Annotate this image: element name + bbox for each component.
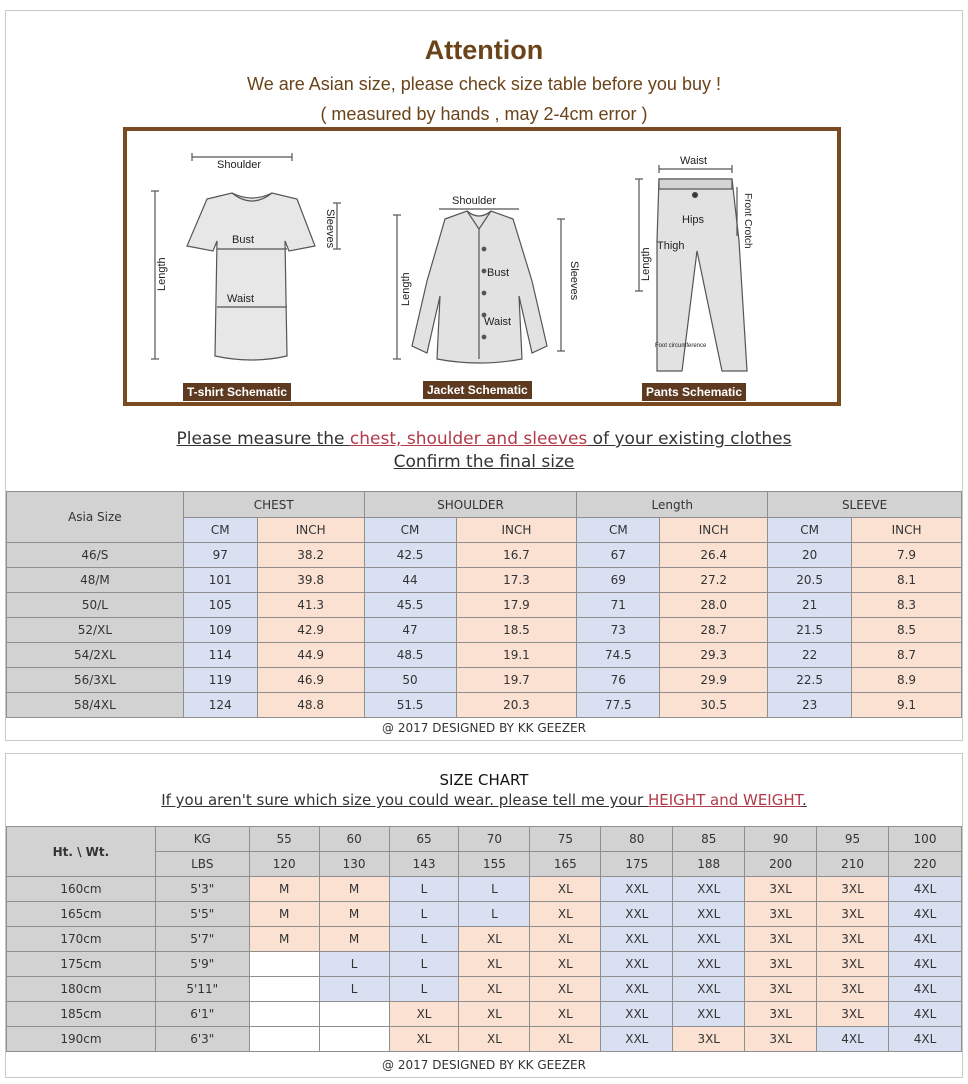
size-recommendation-cell: XXL (601, 877, 673, 902)
size-recommendation-cell: XL (530, 977, 601, 1002)
unit-cm: CM (768, 518, 852, 543)
size-recommendation-cell: 3XL (817, 927, 889, 952)
size-chart-subtitle (6, 791, 962, 809)
measurement-cell: 29.3 (660, 643, 768, 668)
measurement-cell: 28.0 (660, 593, 768, 618)
size-recommendation-cell: XXL (673, 927, 745, 952)
measurement-cell: 9.1 (852, 693, 962, 718)
kg-value: 85 (673, 827, 745, 852)
size-chart-row (7, 1002, 962, 1027)
measurement-cell: 48.5 (364, 643, 456, 668)
size-recommendation-cell: 3XL (817, 902, 889, 927)
pants-waist-label: Waist (680, 155, 708, 167)
asia-size-header: Asia Size (7, 492, 184, 543)
size-recommendation-cell: XXL (601, 952, 673, 977)
size-recommendation-cell: 3XL (745, 877, 817, 902)
size-label-cell: 56/3XL (7, 668, 184, 693)
measurement-cell: 105 (183, 593, 257, 618)
measurement-cell: 44.9 (257, 643, 364, 668)
jacket-bust-label: Bust (487, 267, 510, 279)
measurement-cell: 8.9 (852, 668, 962, 693)
jacket-waist-label: Waist (484, 316, 512, 328)
size-recommendation-cell: L (319, 952, 389, 977)
size-recommendation-cell: 3XL (817, 952, 889, 977)
size-table-row (7, 543, 962, 568)
measurement-cell: 16.7 (456, 543, 577, 568)
height-ft-cell: 5'3" (155, 877, 249, 902)
size-table-row (7, 693, 962, 718)
size-recommendation-cell: L (389, 927, 459, 952)
size-label-cell: 46/S (7, 543, 184, 568)
size-recommendation-cell: XL (459, 1002, 530, 1027)
measurement-cell: 50 (364, 668, 456, 693)
measurement-cell: 21.5 (768, 618, 852, 643)
size-recommendation-cell (319, 1002, 389, 1027)
kg-value: 90 (745, 827, 817, 852)
size-info-panel (5, 10, 963, 741)
size-label-cell: 58/4XL (7, 693, 184, 718)
size-recommendation-cell: XL (389, 1002, 459, 1027)
size-recommendation-cell: XXL (601, 1027, 673, 1052)
measurement-cell: 119 (183, 668, 257, 693)
size-recommendation-cell: XL (459, 1027, 530, 1052)
size-recommendation-cell: 4XL (889, 927, 962, 952)
size-recommendation-cell: 4XL (817, 1027, 889, 1052)
height-cm-cell: 190cm (7, 1027, 156, 1052)
size-recommendation-cell (249, 1027, 319, 1052)
height-ft-cell: 6'1" (155, 1002, 249, 1027)
size-recommendation-cell: 4XL (889, 1002, 962, 1027)
unit-cm: CM (183, 518, 257, 543)
pants-hips-label: Hips (682, 214, 705, 226)
schematics-illustration (127, 131, 837, 402)
measurement-cell: 42.5 (364, 543, 456, 568)
measurement-cell: 7.9 (852, 543, 962, 568)
size-recommendation-cell: L (319, 977, 389, 1002)
size-chart-sub-text: If you aren't sure which size you could wear. please tell me your (161, 791, 648, 809)
size-recommendation-cell: 4XL (889, 877, 962, 902)
size-recommendation-cell: L (389, 877, 459, 902)
lbs-value: 155 (459, 852, 530, 877)
measurement-cell: 19.7 (456, 668, 577, 693)
size-recommendation-cell: M (249, 877, 319, 902)
size-recommendation-cell: M (249, 927, 319, 952)
measurement-cell: 114 (183, 643, 257, 668)
kg-value: 80 (601, 827, 673, 852)
size-recommendation-cell: 3XL (745, 1002, 817, 1027)
unit-inch: INCH (852, 518, 962, 543)
size-recommendation-cell: XL (530, 877, 601, 902)
height-cm-cell: 185cm (7, 1002, 156, 1027)
size-recommendation-cell: 4XL (889, 977, 962, 1002)
measurement-cell: 109 (183, 618, 257, 643)
size-table-row (7, 568, 962, 593)
size-recommendation-cell: XL (530, 902, 601, 927)
size-recommendation-cell: XXL (601, 1002, 673, 1027)
size-chart-table (6, 826, 962, 1052)
shoulder-header: SHOULDER (364, 492, 577, 518)
measurement-cell: 17.9 (456, 593, 577, 618)
chest-header: CHEST (183, 492, 364, 518)
height-ft-cell: 5'11" (155, 977, 249, 1002)
size-table-body (7, 543, 962, 718)
tshirt-shoulder-label: Shoulder (217, 159, 262, 171)
size-recommendation-cell: XXL (601, 902, 673, 927)
measurement-cell: 76 (577, 668, 660, 693)
kg-value: 100 (889, 827, 962, 852)
unit-inch: INCH (257, 518, 364, 543)
asian-size-notice: We are Asian size, please check size table before you buy ! (247, 74, 721, 94)
size-recommendation-cell (249, 952, 319, 977)
kg-value: 75 (530, 827, 601, 852)
size-recommendation-cell: XL (530, 1002, 601, 1027)
measurement-cell: 22 (768, 643, 852, 668)
size-recommendation-cell: XL (459, 952, 530, 977)
measurement-cell: 97 (183, 543, 257, 568)
measurement-cell: 19.1 (456, 643, 577, 668)
length-header: Length (577, 492, 768, 518)
size-recommendation-cell: XXL (673, 877, 745, 902)
height-ft-cell: 6'3" (155, 1027, 249, 1052)
height-cm-cell: 165cm (7, 902, 156, 927)
size-label-cell: 52/XL (7, 618, 184, 643)
lbs-value: 130 (319, 852, 389, 877)
measurement-cell: 8.3 (852, 593, 962, 618)
measurement-cell: 71 (577, 593, 660, 618)
size-chart-row (7, 927, 962, 952)
measurement-cell: 18.5 (456, 618, 577, 643)
size-recommendation-cell: 4XL (889, 1027, 962, 1052)
size-recommendation-cell: 3XL (745, 1027, 817, 1052)
measurement-cell: 41.3 (257, 593, 364, 618)
size-recommendation-cell: M (319, 902, 389, 927)
kg-value: 95 (817, 827, 889, 852)
measurement-cell: 77.5 (577, 693, 660, 718)
size-label-cell: 54/2XL (7, 643, 184, 668)
size-recommendation-cell (249, 977, 319, 1002)
measurement-cell: 20.5 (768, 568, 852, 593)
size-table-footer: @ 2017 DESIGNED BY KK GEEZER (382, 721, 586, 735)
measurement-cell: 39.8 (257, 568, 364, 593)
measurement-cell: 23 (768, 693, 852, 718)
schematics-box (123, 127, 841, 406)
measurement-cell: 45.5 (364, 593, 456, 618)
measurement-cell: 124 (183, 693, 257, 718)
unit-cm: CM (364, 518, 456, 543)
sleeve-header: SLEEVE (768, 492, 962, 518)
measure-text-highlight: chest, shoulder and sleeves (349, 429, 588, 449)
measurement-cell: 28.7 (660, 618, 768, 643)
tshirt-waist-label: Waist (227, 293, 255, 305)
measurement-cell: 8.7 (852, 643, 962, 668)
measurement-cell: 67 (577, 543, 660, 568)
measurement-cell: 21 (768, 593, 852, 618)
size-chart-row (7, 902, 962, 927)
unit-inch: INCH (660, 518, 768, 543)
unit-inch: INCH (456, 518, 577, 543)
measurement-cell: 26.4 (660, 543, 768, 568)
size-table-row (7, 643, 962, 668)
size-recommendation-cell: L (459, 877, 530, 902)
measurement-cell: 73 (577, 618, 660, 643)
jacket-shoulder-label: Shoulder (452, 195, 497, 207)
height-cm-cell: 170cm (7, 927, 156, 952)
measurement-cell: 46.9 (257, 668, 364, 693)
height-ft-cell: 5'7" (155, 927, 249, 952)
size-recommendation-cell: M (249, 902, 319, 927)
measurement-cell: 51.5 (364, 693, 456, 718)
size-chart-row (7, 877, 962, 902)
kg-label: KG (155, 827, 249, 852)
tshirt-drawing (151, 153, 341, 360)
lbs-value: 120 (249, 852, 319, 877)
size-recommendation-cell: 3XL (745, 902, 817, 927)
size-recommendation-cell: L (459, 902, 530, 927)
size-recommendation-cell: XXL (673, 977, 745, 1002)
measure-instruction (6, 429, 962, 449)
lbs-value: 188 (673, 852, 745, 877)
size-recommendation-cell: L (389, 977, 459, 1002)
size-recommendation-cell: XXL (673, 902, 745, 927)
height-ft-cell: 5'9" (155, 952, 249, 977)
size-recommendation-cell: 3XL (745, 927, 817, 952)
tshirt-sleeves-label: Sleeves (324, 209, 336, 249)
size-recommendation-cell: XL (459, 977, 530, 1002)
size-recommendation-cell: XXL (673, 1002, 745, 1027)
measurement-cell: 8.5 (852, 618, 962, 643)
measure-text-1: Please measure the (176, 429, 350, 449)
size-chart-footer: @ 2017 DESIGNED BY KK GEEZER (382, 1058, 586, 1072)
jacket-length-label: Length (400, 272, 412, 306)
measurement-cell: 48.8 (257, 693, 364, 718)
lbs-value: 220 (889, 852, 962, 877)
size-recommendation-cell: 4XL (889, 952, 962, 977)
kg-value: 70 (459, 827, 530, 852)
size-table-group-header (7, 492, 962, 518)
lbs-label: LBS (155, 852, 249, 877)
size-table (6, 491, 962, 718)
pants-length-label: Length (640, 247, 652, 281)
height-weight-corner: Ht. \ Wt. (7, 827, 156, 877)
size-chart-sub-end: . (802, 791, 807, 809)
lbs-value: 143 (389, 852, 459, 877)
measurement-cell: 30.5 (660, 693, 768, 718)
pants-thigh-label: Thigh (657, 240, 685, 252)
size-chart-row (7, 952, 962, 977)
kg-header-row (7, 827, 962, 852)
size-chart-title: SIZE CHART (439, 771, 529, 789)
size-recommendation-cell: XL (459, 927, 530, 952)
measurement-cell: 29.9 (660, 668, 768, 693)
tshirt-bust-label: Bust (232, 234, 255, 246)
measure-text-2: of your existing clothes (587, 429, 792, 449)
measurement-cell: 17.3 (456, 568, 577, 593)
size-chart-body (7, 877, 962, 1052)
size-recommendation-cell: 3XL (817, 877, 889, 902)
size-recommendation-cell: 3XL (817, 977, 889, 1002)
size-recommendation-cell: L (389, 902, 459, 927)
size-recommendation-cell (249, 1002, 319, 1027)
pants-schematic-label: Pants Schematic (642, 383, 746, 401)
size-recommendation-cell: 3XL (673, 1027, 745, 1052)
size-table-row (7, 668, 962, 693)
measurement-cell: 27.2 (660, 568, 768, 593)
tshirt-schematic-label: T-shirt Schematic (183, 383, 291, 401)
measurement-cell: 101 (183, 568, 257, 593)
size-recommendation-cell: XXL (601, 977, 673, 1002)
jacket-drawing (393, 209, 565, 363)
attention-title: Attention (424, 35, 544, 65)
size-recommendation-cell: XXL (673, 952, 745, 977)
confirm-size-note: Confirm the final size (393, 452, 575, 472)
size-table-row (7, 618, 962, 643)
size-table-row (7, 593, 962, 618)
measurement-cell: 47 (364, 618, 456, 643)
size-recommendation-cell: 4XL (889, 902, 962, 927)
measurement-cell: 44 (364, 568, 456, 593)
measurement-cell: 38.2 (257, 543, 364, 568)
size-label-cell: 50/L (7, 593, 184, 618)
kg-value: 65 (389, 827, 459, 852)
tshirt-length-label: Length (156, 257, 168, 291)
measurement-cell: 42.9 (257, 618, 364, 643)
height-cm-cell: 160cm (7, 877, 156, 902)
size-chart-row (7, 1027, 962, 1052)
pants-foot-label: Foot circumference (655, 343, 707, 349)
lbs-value: 165 (530, 852, 601, 877)
jacket-schematic-label: Jacket Schematic (423, 381, 532, 399)
measurement-cell: 22.5 (768, 668, 852, 693)
size-chart-row (7, 977, 962, 1002)
size-chart-sub-highlight: HEIGHT and WEIGHT (647, 791, 803, 809)
jacket-sleeves-label: Sleeves (568, 261, 580, 301)
size-chart-panel (5, 753, 963, 1078)
size-recommendation-cell: 3XL (745, 952, 817, 977)
height-ft-cell: 5'5" (155, 902, 249, 927)
size-recommendation-cell (319, 1027, 389, 1052)
lbs-value: 200 (745, 852, 817, 877)
measurement-cell: 20.3 (456, 693, 577, 718)
measurement-cell: 74.5 (577, 643, 660, 668)
lbs-value: 175 (601, 852, 673, 877)
height-cm-cell: 180cm (7, 977, 156, 1002)
unit-cm: CM (577, 518, 660, 543)
size-label-cell: 48/M (7, 568, 184, 593)
size-recommendation-cell: XL (389, 1027, 459, 1052)
size-recommendation-cell: 3XL (817, 1002, 889, 1027)
measurement-cell: 69 (577, 568, 660, 593)
kg-value: 60 (319, 827, 389, 852)
size-recommendation-cell: XXL (601, 927, 673, 952)
measurement-error-note: ( measured by hands , may 2-4cm error ) (320, 104, 648, 124)
size-recommendation-cell: XL (530, 1027, 601, 1052)
size-recommendation-cell: M (319, 877, 389, 902)
kg-value: 55 (249, 827, 319, 852)
measurement-cell: 8.1 (852, 568, 962, 593)
height-cm-cell: 175cm (7, 952, 156, 977)
size-recommendation-cell: XL (530, 952, 601, 977)
size-recommendation-cell: 3XL (745, 977, 817, 1002)
size-recommendation-cell: M (319, 927, 389, 952)
size-recommendation-cell: L (389, 952, 459, 977)
measurement-cell: 20 (768, 543, 852, 568)
size-recommendation-cell: XL (530, 927, 601, 952)
pants-front-crotch-label: Front Crotch (742, 193, 753, 249)
lbs-value: 210 (817, 852, 889, 877)
